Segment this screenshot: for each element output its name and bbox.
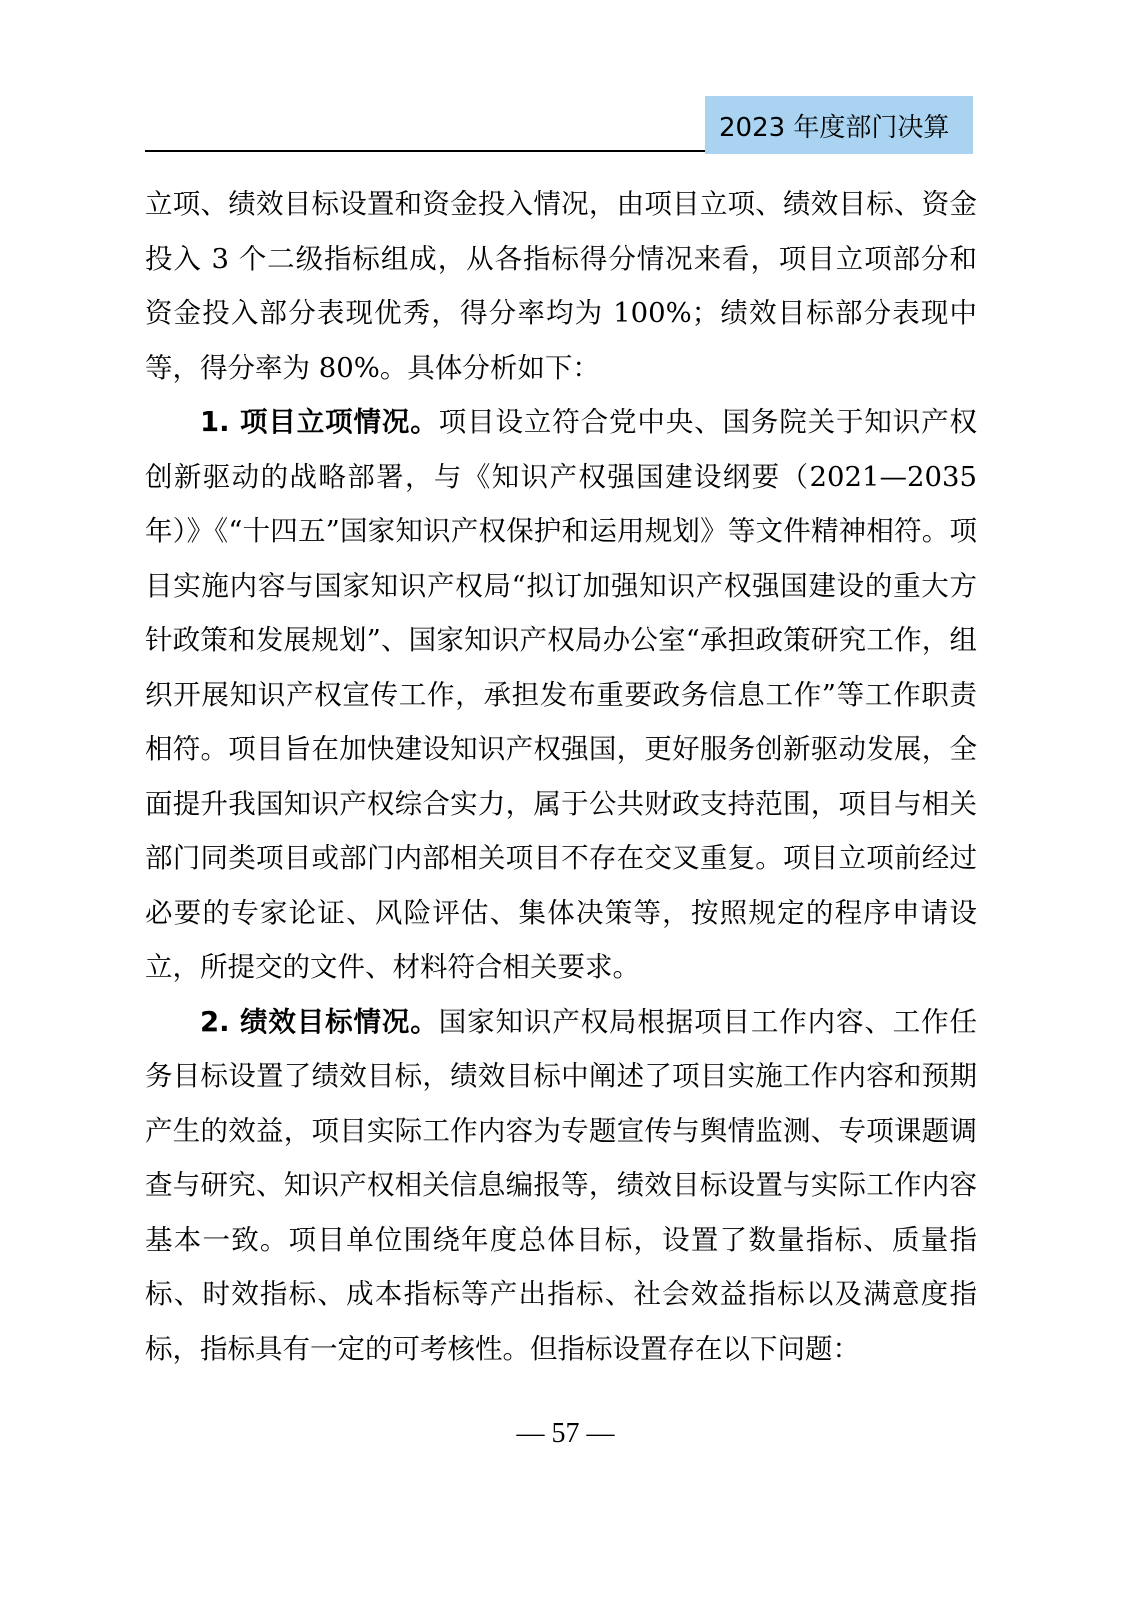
paragraph-intro	[145, 177, 977, 395]
paragraph-project-approval-text: 项目设立符合党中央、国务院关于知识产权创新驱动的战略部署，与《知识产权强国建设纲要（2021—2035 年）》《“十四五”国家知识产权保护和运用规划》等文件精神相符。项目实施内容与国家知识产权局“拟订加强知识产权强国建设的重大方针政策和发展规划”、国家知识产权局办公室“承担政策研究工作，组织开展知识产权宣传工作，承担发布重要政务信息工作”等工作职责相符。项目旨在加快建设知识产权强国，更好服务创新驱动发展，全面提升我国知识产权综合实力，属于公共财政支持范围，项目与相关部门同类项目或部门内部相关项目不存在交叉重复。项目立项前经过必要的专家论证、风险评估、集体决策等，按照规定的程序申请设立，所提交的文件、材料符合相关要求。	[145, 406, 978, 983]
paragraph-intro-text: 立项、绩效目标设置和资金投入情况，由项目立项、绩效目标、资金投入 3 个二级指标组成，从各指标得分情况来看，项目立项部分和资金投入部分表现优秀，得分率均为 100%；绩效目标部分表现中等，得分率为 80%。具体分析如下：	[145, 188, 977, 384]
section-heading-performance-goals: 2. 绩效目标情况。	[200, 1005, 439, 1038]
page-number: — 57 —	[516, 1418, 615, 1449]
paragraph-project-approval	[145, 395, 977, 995]
header-title: 2023 年度部门决算	[705, 96, 973, 154]
header-rule	[145, 150, 705, 152]
body-text	[145, 177, 977, 1376]
paragraph-performance-goals-text: 国家知识产权局根据项目工作内容、工作任务目标设置了绩效目标，绩效目标中阐述了项目实施工作内容和预期产生的效益，项目实际工作内容为专题宣传与舆情监测、专项课题调查与研究、知识产权相关信息编报等，绩效目标设置与实际工作内容基本一致。项目单位围绕年度总体目标，设置了数量指标、质量指标、时效指标、成本指标等产出指标、社会效益指标以及满意度指标，指标具有一定的可考核性。但指标设置存在以下问题：	[145, 1005, 978, 1365]
section-heading-project-approval: 1. 项目立项情况。	[200, 406, 439, 438]
paragraph-performance-goals	[145, 995, 977, 1377]
